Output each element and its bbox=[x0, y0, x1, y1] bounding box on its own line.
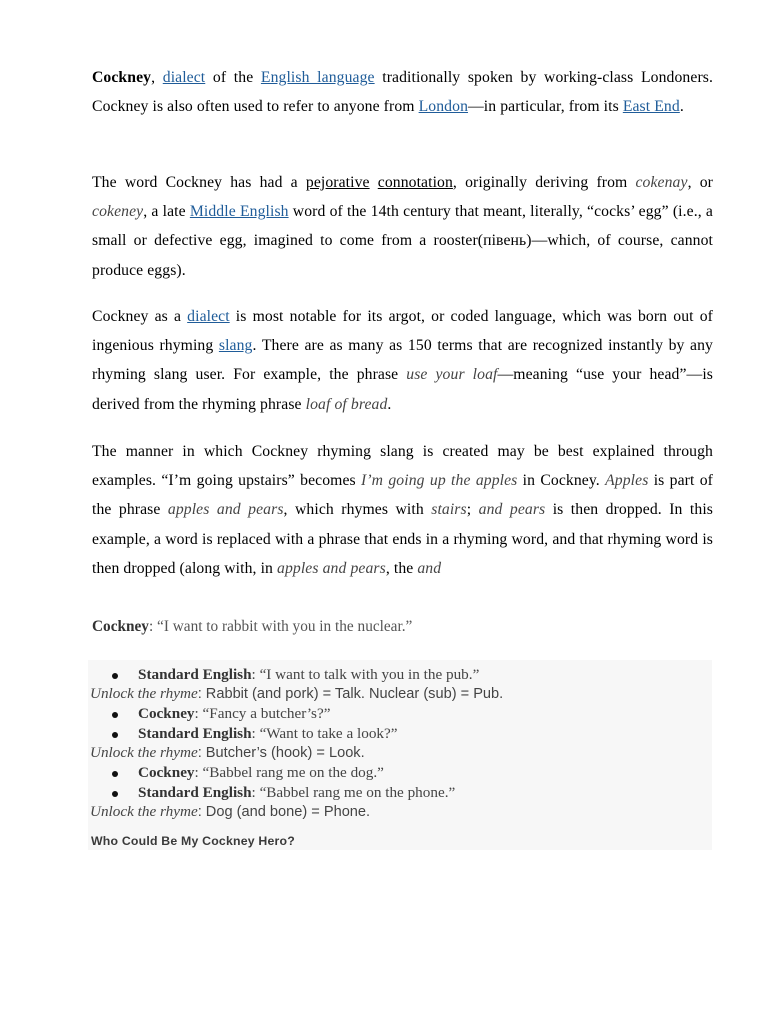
text-run: . bbox=[387, 395, 392, 413]
unlock-text: : Dog (and bone) = Phone. bbox=[197, 804, 371, 820]
italic-text: and bbox=[417, 559, 442, 577]
list-item-text: : “Babbel rang me on the phone.” bbox=[251, 784, 456, 801]
text-run: in Cockney. bbox=[517, 471, 606, 489]
text-run: , a late bbox=[143, 202, 190, 220]
unlock-text: : Butcher’s (hook) = Look. bbox=[197, 745, 365, 761]
italic-text: Apples bbox=[605, 471, 649, 489]
italic-text: use your loaf bbox=[406, 366, 498, 384]
italic-text: apples and pears bbox=[167, 501, 284, 519]
cockney-hero-heading: Who Could Be My Cockney Hero? bbox=[91, 834, 295, 848]
text-run: , or bbox=[687, 173, 714, 191]
example-cockney-line bbox=[92, 618, 412, 636]
text-run: , the bbox=[385, 559, 418, 577]
example-label: Cockney bbox=[92, 618, 149, 635]
italic-text: cokeney bbox=[92, 202, 144, 220]
text-run: word of the 14th century that meant, literally, “cocks’ egg” (i.e., a small or defective egg, imagined to come from a rooster(півень)—which, of course, cannot produce eggs). bbox=[92, 202, 713, 279]
list-item-content bbox=[138, 666, 479, 684]
bullet-icon bbox=[112, 791, 118, 797]
unlock-text: : Rabbit (and pork) = Talk. Nuclear (sub) = Pub. bbox=[197, 686, 504, 702]
italic-text: apples and pears bbox=[277, 559, 386, 577]
bullet-icon bbox=[112, 732, 118, 738]
text-run: Cockney as a bbox=[92, 307, 188, 325]
list-item-label: Standard English bbox=[138, 784, 252, 801]
underlined-term: pejorative bbox=[305, 173, 370, 191]
text-run: —in particular, from its bbox=[468, 97, 623, 115]
bold-term: Cockney bbox=[92, 68, 152, 86]
unlock-rhyme-line bbox=[90, 685, 503, 705]
text-run: traditionally spoken by working-class Londoners. Cockney is also often used to refer to anyone from bbox=[92, 68, 713, 115]
text-run: —meaning “use your head”—is derived from the rhyming phrase bbox=[92, 366, 714, 413]
rhyme-examples-box bbox=[88, 660, 712, 850]
unlock-rhyme-line bbox=[90, 744, 365, 764]
list-item-label: Standard English bbox=[138, 666, 252, 683]
link-middle-english[interactable]: Middle English bbox=[189, 202, 289, 220]
italic-text: and pears bbox=[478, 501, 546, 519]
list-item-text: : “Babbel rang me on the dog.” bbox=[194, 764, 384, 781]
paragraph-rhyming-slang bbox=[92, 302, 713, 419]
text-run: is then dropped. In this example, a word is replaced with a phrase that ends in a rhyming word, and that rhyming word is then dropped (along with, in bbox=[92, 501, 713, 577]
list-item-text: : “I want to talk with you in the pub.” bbox=[251, 666, 480, 683]
text-run: of the bbox=[205, 68, 261, 86]
underlined-term: connotation bbox=[377, 173, 453, 191]
list-item-label: Cockney bbox=[138, 705, 195, 722]
text-run bbox=[370, 174, 378, 191]
paragraph-examples bbox=[92, 437, 713, 583]
bullet-icon bbox=[112, 673, 118, 679]
paragraph-definition bbox=[92, 63, 713, 122]
link-east-end[interactable]: East End bbox=[622, 97, 680, 115]
unlock-label: Unlock the rhyme bbox=[90, 685, 198, 702]
list-item-text: : “Fancy a butcher’s?” bbox=[194, 705, 331, 722]
list-item-content bbox=[138, 764, 384, 782]
text-run: The manner in which Cockney rhyming slang is created may be best explained through examples. “I’m going upstairs” becomes bbox=[92, 442, 713, 489]
italic-text: cokenay bbox=[635, 173, 688, 191]
list-item-content bbox=[138, 725, 398, 743]
italic-text: I’m going up the apples bbox=[361, 471, 518, 489]
bullet-icon bbox=[112, 712, 118, 718]
unlock-label: Unlock the rhyme bbox=[90, 803, 198, 820]
list-item-content bbox=[138, 784, 455, 802]
italic-text: loaf of bread bbox=[305, 395, 388, 413]
text-run: . There are as many as 150 terms that are recognized instantly by any rhyming slang user. For example, the phrase bbox=[92, 336, 713, 384]
link-london[interactable]: London bbox=[418, 97, 469, 115]
list-item-label: Standard English bbox=[138, 725, 252, 742]
text-run: The word Cockney has had a bbox=[92, 173, 306, 191]
link-slang[interactable]: slang bbox=[218, 336, 253, 354]
list-item-text: : “Want to take a look?” bbox=[251, 725, 398, 742]
unlock-label: Unlock the rhyme bbox=[90, 744, 198, 761]
unlock-rhyme-line bbox=[90, 803, 370, 823]
italic-text: stairs bbox=[431, 501, 467, 519]
text-run: , originally deriving from bbox=[452, 173, 636, 191]
text-run: is most notable for its argot, or coded language, which was born out of ingenious rhyming bbox=[92, 307, 713, 354]
bullet-icon bbox=[112, 771, 118, 777]
text-run: . bbox=[679, 97, 684, 115]
link-english-language[interactable]: English language bbox=[260, 68, 375, 86]
link-dialect[interactable]: dialect bbox=[162, 68, 206, 86]
text-run: , which rhymes with bbox=[283, 501, 432, 519]
list-item-label: Cockney bbox=[138, 764, 195, 781]
paragraph-etymology bbox=[92, 168, 713, 285]
text-run: ; bbox=[466, 501, 479, 519]
list-item-content bbox=[138, 705, 330, 723]
text-run: is part of the phrase bbox=[92, 471, 713, 519]
link-dialect[interactable]: dialect bbox=[187, 307, 230, 325]
example-text: : “I want to rabbit with you in the nuclear.” bbox=[148, 618, 413, 635]
text-run: , bbox=[151, 68, 163, 86]
